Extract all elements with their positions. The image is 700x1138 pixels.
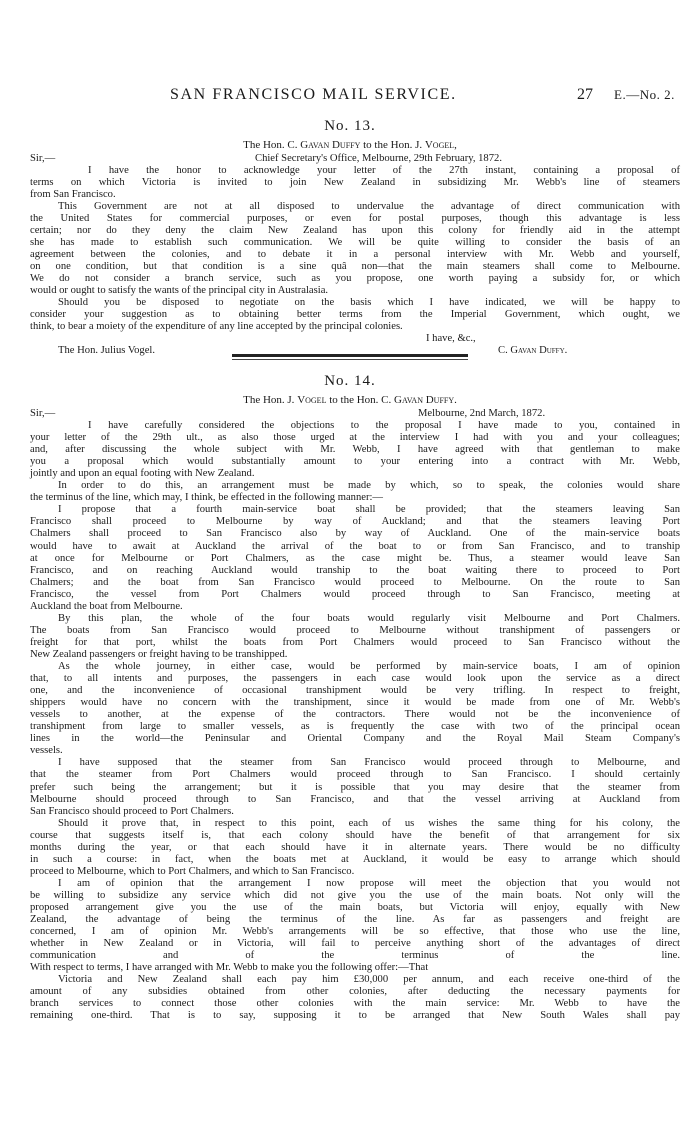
letter13-addressee: The Hon. Julius Vogel. [58,345,156,356]
paragraph-line: the terminus of the line, which may, I think, be effected in the following manner:— [30,492,384,504]
paragraph-line: The boats from San Francisco would proceed to Melbourne without transhipment of passengers or [30,624,680,636]
paragraph-line: jointly and upon an equal footing with New Zealand. [30,468,255,480]
paragraph-line: Should it prove that, in respect to this point, each of us wishes the same thing for his colony, the [58,817,680,829]
paragraph-line: your letter of the 29th ult., as also those urged at the interview I had with you and your colleagues; [30,432,680,444]
paragraph-line: terms on which Victoria is invited to join New Zealand in subsidizing Mr. Webb's line of steamers [30,177,680,188]
letter14-subtitle: The Hon. J. Vogel to the Hon. C. Gavan Duffy. [243,394,457,406]
paragraph-line: agreement between the colonies, and to debate it in a personal interview with Mr. Webb and yourself, [30,249,680,260]
section-divider [232,354,468,357]
paragraph-line: I have carefully considered the objections to the proposal I have made to you, contained in [88,420,680,431]
paragraph-line: from San Francisco. [30,189,116,200]
letter13-signature: C. Gavan Duffy. [498,345,568,356]
paragraph-line: be willing to subsidize any service which did not give you the use of the main boats. Not only will the [30,889,680,901]
paragraph-line: I have supposed that the steamer from San Francisco would proceed through to Melbourne, and [58,757,680,769]
paragraph-line: Francisco, and on reaching Auckland would tranship to the boat waiting there to proceed to Port [30,564,680,576]
paragraph-line: she has made to establish such communication. We will be quite willing to consider the basis of an [30,237,680,248]
paragraph-line: freight for that port, whilst the boats from Port Chalmers would proceed to San Francisco without the [30,636,680,648]
paragraph-line: certain; nor do they deny the claim New Zealand has upon this colony for friendly aid in the attempt [30,225,680,236]
paragraph-line: whether in New Zealand or in Victoria, will fail to perceive anything short of the advantages of direct [30,938,680,950]
paragraph-line: shippers would have no concern with the transhipment, since it would be made from one of Mr. Webb's [30,697,680,709]
paragraph-line: By this plan, the whole of the four boats would regularly visit Melbourne and Port Chalmers. [58,612,680,624]
letter14-number: No. 14. [324,373,376,389]
paragraph-line: lines in the world—the Peninsular and Oriental Company and the Royal Mail Steam Company's [30,733,680,745]
paragraph-line: concerned, I am of opinion Mr. Webb's arrangements will be so effective, that those who use the line, [30,926,680,938]
page-number: 27 [577,86,593,103]
paragraph-line: San Francisco should proceed to Port Chalmers. [30,805,234,817]
paragraph-line: you a proposal which would substantially amount to your entering into a contract with Mr. Webb, [30,456,680,468]
paragraph-line: the United States for commercial purposes, or even for postal purposes, though this advantage is less [30,213,680,224]
paragraph-line: Melbourne should proceed through to San Francisco, and that the vessel arriving at Auckland from [30,793,680,805]
paragraph-line: New Zealand passengers or freight having to be transhipped. [30,648,288,660]
paragraph-line: course that suggests itself is, that each colony should have the benefit of that arrangement for six [30,829,680,841]
paragraph-line: and, after discussing the whole subject with Mr. Webb, I have agreed with that gentleman to make [30,444,680,456]
paragraph-line: branch services to connect those other colonies with the main service: Mr. Webb to have the [30,998,680,1010]
paragraph-line: vessels to another, at the expense of the contractors. There would not be the inconvenience of [30,709,680,721]
paragraph-line: As the whole journey, in either case, would be performed by main-service boats, I am of opinion [58,661,680,672]
paragraph-line: In order to do this, an arrangement must be made by which, so to speak, the colonies would share [58,480,680,492]
paragraph-line: at once for Melbourne or Port Chalmers, as the case might be. Thus, a steamer would leave San [30,552,680,564]
paragraph-line: months during the year, or that each should have it in alternate years. There would be no difficulty [30,841,680,853]
paragraph-line: on one condition, but that condition is a sine quâ non—that the main steamers shall come to Melbourne. [30,261,680,272]
paragraph-line: that, to all intents and purposes, the passengers in each case would look upon the service as a direct [30,673,680,685]
letter13-subtitle: The Hon. C. Gavan Duffy to the Hon. J. Vogel, [243,139,457,151]
paragraph-line: Chalmers shall proceed to San Francisco also by way of Auckland. One of the main-service boats [30,528,680,540]
paragraph-line: Chalmers; and the boat from San Francisco would proceed to Melbourne. On the route to San [30,576,680,588]
letter13-number: No. 13. [324,118,376,134]
paragraph-line: communication and of the terminus of the line. [30,950,680,962]
paragraph-line: Francisco, the vessel from Port Chalmers would proceed through to San Francisco, meeting at [30,588,680,600]
paragraph-line: consider your suggestion as to obtaining better terms from the Imperial Government, which ought, we [30,309,680,320]
paragraph-line: We do not consider a branch service, such as you propose, one worth paying a subsidy for, or which [30,273,680,284]
paragraph-line: I am of opinion that the arrangement I now propose will meet the objection that you would not [58,877,680,889]
section-divider-thin [232,359,468,360]
paragraph-line: remaining one-third. That is to say, supposing it to be arranged that New South Wales shall pay [30,1010,680,1022]
page-header [0,86,700,110]
paragraph-line: proposed arrangement give you the use of the main boats, but Victoria will enjoy, equally with New [30,902,680,913]
paragraph-line: transhipment from large to smaller vessels, as is frequently the case with two of the principal ocean [30,721,680,733]
letter13-closing: I have, &c., [426,333,476,344]
paragraph-line: one, and the inconvenience of occasional transhipment would be very trifling. In respect to freight, [30,685,680,697]
paragraph-line: proceed to Melbourne, which to Port Chalmers, and which to San Francisco. [30,865,355,877]
paragraph-line: Zealand, the advantage of being the terminus of the line. As far as passengers and freight are [30,914,680,926]
paragraph-line: I propose that a fourth main-service boat shall be provided; that the steamers leaving San [58,504,680,516]
paragraph-line: that the steamer from Port Chalmers would proceed through to San Francisco. I should certainly [30,769,680,781]
paper-reference: E.—No. 2. [614,87,675,102]
paragraph-line: think, to bear a moiety of the expenditure of any line accepted by the principal colonies. [30,321,403,332]
paragraph-line: With respect to terms, I have arranged with Mr. Webb to make you the following offer:—That [30,962,429,974]
paragraph-line: would or ought to satisfy the wants of the principal city in Australasia. [30,285,329,296]
paragraph-line: amount of any subsidies obtained from other colonies, after deducting the necessary payments for [30,986,680,998]
running-title: SAN FRANCISCO MAIL SERVICE. [170,86,457,103]
letter13-place-date: Chief Secretary's Office, Melbourne, 29th February, 1872. [255,153,502,164]
paragraph-line: would have to await at Auckland the arrival of the boat to or from San Francisco, and to tranship [30,540,680,552]
paragraph-line: This Government are not at all disposed to undervalue the advantage of direct communication with [58,201,680,212]
paragraph-line: Auckland the boat from Melbourne. [30,600,183,612]
paragraph-line: in such a course: in fact, when the boats met at Auckland, it would be easy to arrange which should [30,853,680,865]
letter14-salutation: Sir,— [30,408,56,419]
letter13-salutation: Sir,— [30,153,56,164]
letter14-place-date: Melbourne, 2nd March, 1872. [418,408,546,419]
paragraph-line: prefer such being the arrangement; but it is possible that you may desire that the steamer from [30,781,680,793]
paragraph-line: Should you be disposed to negotiate on the basis which I have indicated, we will be happy to [58,297,680,308]
paragraph-line: Francisco shall proceed to Melbourne by way of Auckland; and that the steamers leaving Port [30,516,680,528]
paragraph-line: I have the honor to acknowledge your letter of the 27th instant, containing a proposal of [88,165,680,176]
paragraph-line: vessels. [30,745,63,757]
paragraph-line: Victoria and New Zealand shall each pay him £30,000 per annum, and each receive one-third of the [58,974,680,986]
